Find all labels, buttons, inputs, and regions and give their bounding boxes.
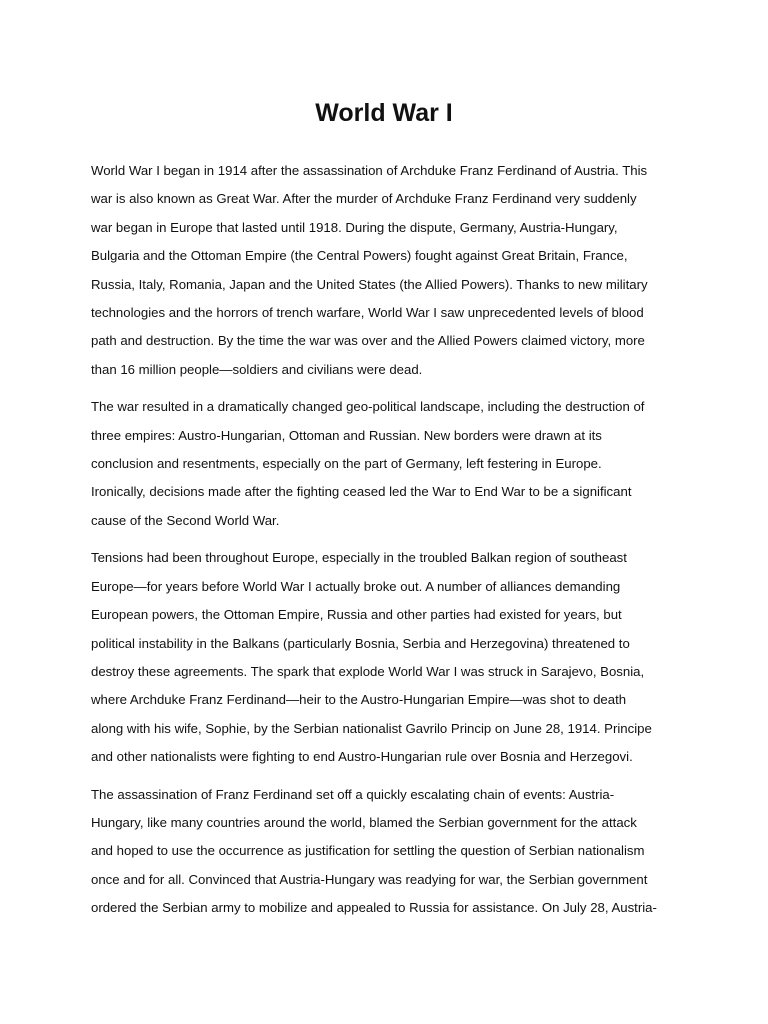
text-line: where Archduke Franz Ferdinand—heir to the Austro-Hungarian Empire—was shot to death — [91, 692, 627, 708]
text-line: Tensions had been throughout Europe, especially in the troubled Balkan region of southeast — [91, 550, 627, 566]
text-line: political instability in the Balkans (particularly Bosnia, Serbia and Herzegovina) threatened to — [91, 635, 630, 651]
paragraph-3 — [91, 544, 691, 771]
text-line: The war resulted in a dramatically changed geo-political landscape, including the destruction of — [91, 399, 645, 415]
text-line: Bulgaria and the Ottoman Empire (the Central Powers) fought against Great Britain, France, — [91, 248, 628, 264]
text-line: three empires: Austro-Hungarian, Ottoman and Russian. New borders were drawn at its — [91, 427, 602, 443]
document-title: World War I — [315, 99, 453, 127]
text-line: war is also known as Great War. After the murder of Archduke Franz Ferdinand very suddenly — [91, 191, 637, 207]
text-line: The assassination of Franz Ferdinand set off a quickly escalating chain of events: Austria- — [91, 786, 615, 802]
paragraph-1 — [91, 157, 691, 384]
text-line: Europe—for years before World War I actually broke out. A number of alliances demanding — [91, 578, 621, 594]
text-line: war began in Europe that lasted until 1918. During the dispute, Germany, Austria-Hungary, — [91, 219, 618, 235]
text-line: than 16 million people—soldiers and civilians were dead. — [91, 361, 423, 377]
text-line: path and destruction. By the time the war was over and the Allied Powers claimed victory, more — [91, 333, 645, 349]
text-line: European powers, the Ottoman Empire, Russia and other parties had existed for years, but — [91, 607, 622, 623]
document-body — [91, 157, 691, 932]
text-line: destroy these agreements. The spark that explode World War I was struck in Sarajevo, Bosnia, — [91, 663, 645, 679]
text-line: and other nationalists were fighting to end Austro-Hungarian rule over Bosnia and Herzegovi. — [91, 749, 633, 765]
text-line: conclusion and resentments, especially on the part of Germany, left festering in Europe. — [91, 456, 602, 472]
text-line: Ironically, decisions made after the fighting ceased led the War to End War to be a significant — [91, 484, 632, 500]
paragraph-4 — [91, 781, 691, 923]
text-line: World War I began in 1914 after the assassination of Archduke Franz Ferdinand of Austria. This — [91, 163, 648, 178]
text-line: cause of the Second World War. — [91, 512, 280, 528]
text-line: and hoped to use the occurrence as justification for settling the question of Serbian nationalism — [91, 843, 645, 859]
text-line: Hungary, like many countries around the world, blamed the Serbian government for the attack — [91, 814, 637, 830]
text-line: ordered the Serbian army to mobilize and appealed to Russia for assistance. On July 28, Austria- — [91, 900, 657, 916]
text-line: once and for all. Convinced that Austria-Hungary was readying for war, the Serbian government — [91, 871, 648, 887]
text-line: Russia, Italy, Romania, Japan and the United States (the Allied Powers). Thanks to new military — [91, 276, 648, 292]
paragraph-2 — [91, 393, 691, 535]
text-line: along with his wife, Sophie, by the Serbian nationalist Gavrilo Princip on June 28, 1914. Principe — [91, 720, 652, 736]
text-line: technologies and the horrors of trench warfare, World War I saw unprecedented levels of blood — [91, 305, 644, 321]
